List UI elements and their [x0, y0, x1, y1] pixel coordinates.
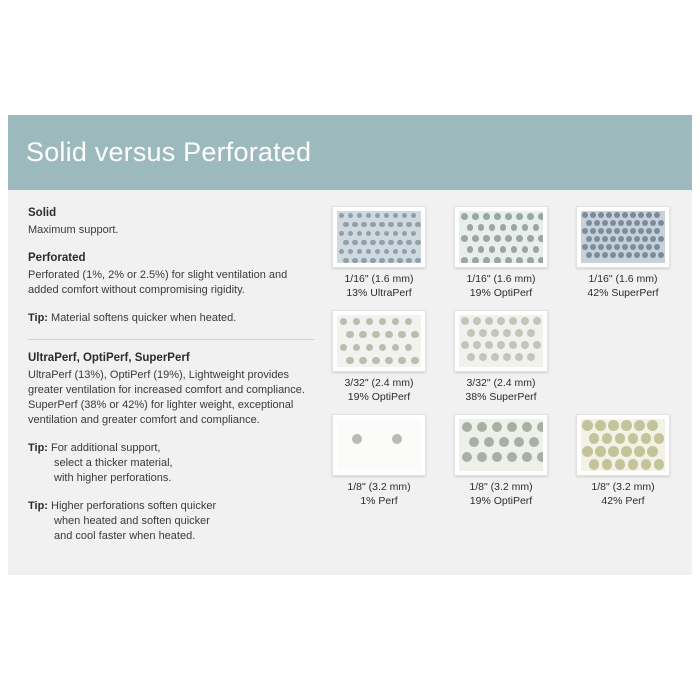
sample-size: 1/16" (1.6 mm) — [588, 273, 658, 285]
section-perforated-title: Perforated — [28, 252, 86, 264]
material-swatch — [332, 206, 426, 268]
section-perf-grades-text: UltraPerf (13%), OptiPerf (19%), Lightweight provides greater ventilation for increased comfort and compliance. SuperPerf (38% or 42%) for lighter weight, exceptional ventilation and greater comfort and compliance. — [28, 369, 305, 426]
tip-label-1: Tip: — [28, 312, 48, 324]
sample-caption — [570, 272, 676, 300]
card-body — [8, 190, 692, 557]
sample-caption — [570, 480, 676, 508]
section-perforated — [28, 251, 320, 298]
tip-text-2-line-1: For additional support, — [51, 442, 161, 454]
tip-text-2-line-3: with higher perforations. — [54, 472, 172, 484]
section-solid — [28, 206, 320, 238]
perforation-pattern — [337, 315, 421, 367]
sample-item — [570, 206, 676, 300]
tip-text-1: Material softens quicker when heated. — [51, 312, 237, 324]
perforation-pattern — [581, 211, 665, 263]
sample-item — [448, 206, 554, 300]
material-swatch — [332, 310, 426, 372]
sample-type: 1% Perf — [360, 495, 398, 507]
sample-caption — [448, 376, 554, 404]
sample-size: 3/32" (2.4 mm) — [466, 377, 536, 389]
page-title: Solid versus Perforated — [26, 137, 312, 167]
sample-type: 13% UltraPerf — [346, 287, 412, 299]
material-swatch — [454, 414, 548, 476]
sample-item — [326, 206, 432, 300]
sample-caption — [326, 376, 432, 404]
sample-row-3 — [326, 414, 692, 508]
content-card — [8, 115, 692, 575]
samples-column — [320, 206, 692, 557]
sample-type: 19% OptiPerf — [469, 287, 533, 299]
material-swatch — [454, 310, 548, 372]
sample-caption — [326, 272, 432, 300]
perforation-pattern — [337, 211, 421, 263]
sample-type: 19% OptiPerf — [469, 495, 533, 507]
material-swatch — [576, 414, 670, 476]
sample-item — [448, 414, 554, 508]
tip-text-2-line-2: select a thicker material, — [54, 457, 173, 469]
divider — [28, 339, 314, 340]
sample-type: 42% SuperPerf — [587, 287, 659, 299]
sample-caption — [448, 272, 554, 300]
sample-item — [326, 310, 432, 404]
sample-size: 3/32" (2.4 mm) — [344, 377, 414, 389]
sample-type: 38% SuperPerf — [465, 391, 537, 403]
tip-text-3-line-1: Higher perforations soften quicker — [51, 500, 217, 512]
material-swatch — [576, 206, 670, 268]
material-swatch — [454, 206, 548, 268]
sample-type: 42% Perf — [601, 495, 645, 507]
sample-size: 1/16" (1.6 mm) — [344, 273, 414, 285]
sample-size: 1/8" (3.2 mm) — [469, 481, 533, 493]
tip-text-3-line-2: when heated and soften quicker — [54, 515, 210, 527]
sample-row-1 — [326, 206, 692, 300]
tip-label-2: Tip: — [28, 442, 48, 454]
sample-item — [570, 414, 676, 508]
text-column — [8, 206, 320, 557]
sample-item — [326, 414, 432, 508]
sample-size: 1/8" (3.2 mm) — [591, 481, 655, 493]
sample-row-2 — [326, 310, 692, 404]
section-solid-text: Maximum support. — [28, 224, 119, 236]
section-perf-grades-title: UltraPerf, OptiPerf, SuperPerf — [28, 352, 190, 364]
tip-additional-support — [28, 441, 320, 486]
tip-text-3-line-3: and cool faster when heated. — [54, 530, 196, 542]
material-swatch — [332, 414, 426, 476]
tip-material-softens — [28, 311, 320, 326]
sample-caption — [326, 480, 432, 508]
tip-higher-perforations — [28, 499, 320, 544]
sample-type: 19% OptiPerf — [347, 391, 411, 403]
perforation-pattern — [459, 211, 543, 263]
section-perf-grades — [28, 351, 320, 428]
perforation-pattern — [459, 315, 543, 367]
sample-item — [448, 310, 554, 404]
sample-size: 1/16" (1.6 mm) — [466, 273, 536, 285]
perforation-pattern — [459, 419, 543, 471]
sample-caption — [448, 480, 554, 508]
sample-size: 1/8" (3.2 mm) — [347, 481, 411, 493]
section-perforated-text: Perforated (1%, 2% or 2.5%) for slight ventilation and added comfort without compromising rigidity. — [28, 269, 288, 296]
tip-label-3: Tip: — [28, 500, 48, 512]
perforation-pattern — [337, 419, 421, 471]
section-solid-title: Solid — [28, 207, 57, 219]
card-header — [8, 115, 692, 190]
perforation-pattern — [581, 419, 665, 471]
